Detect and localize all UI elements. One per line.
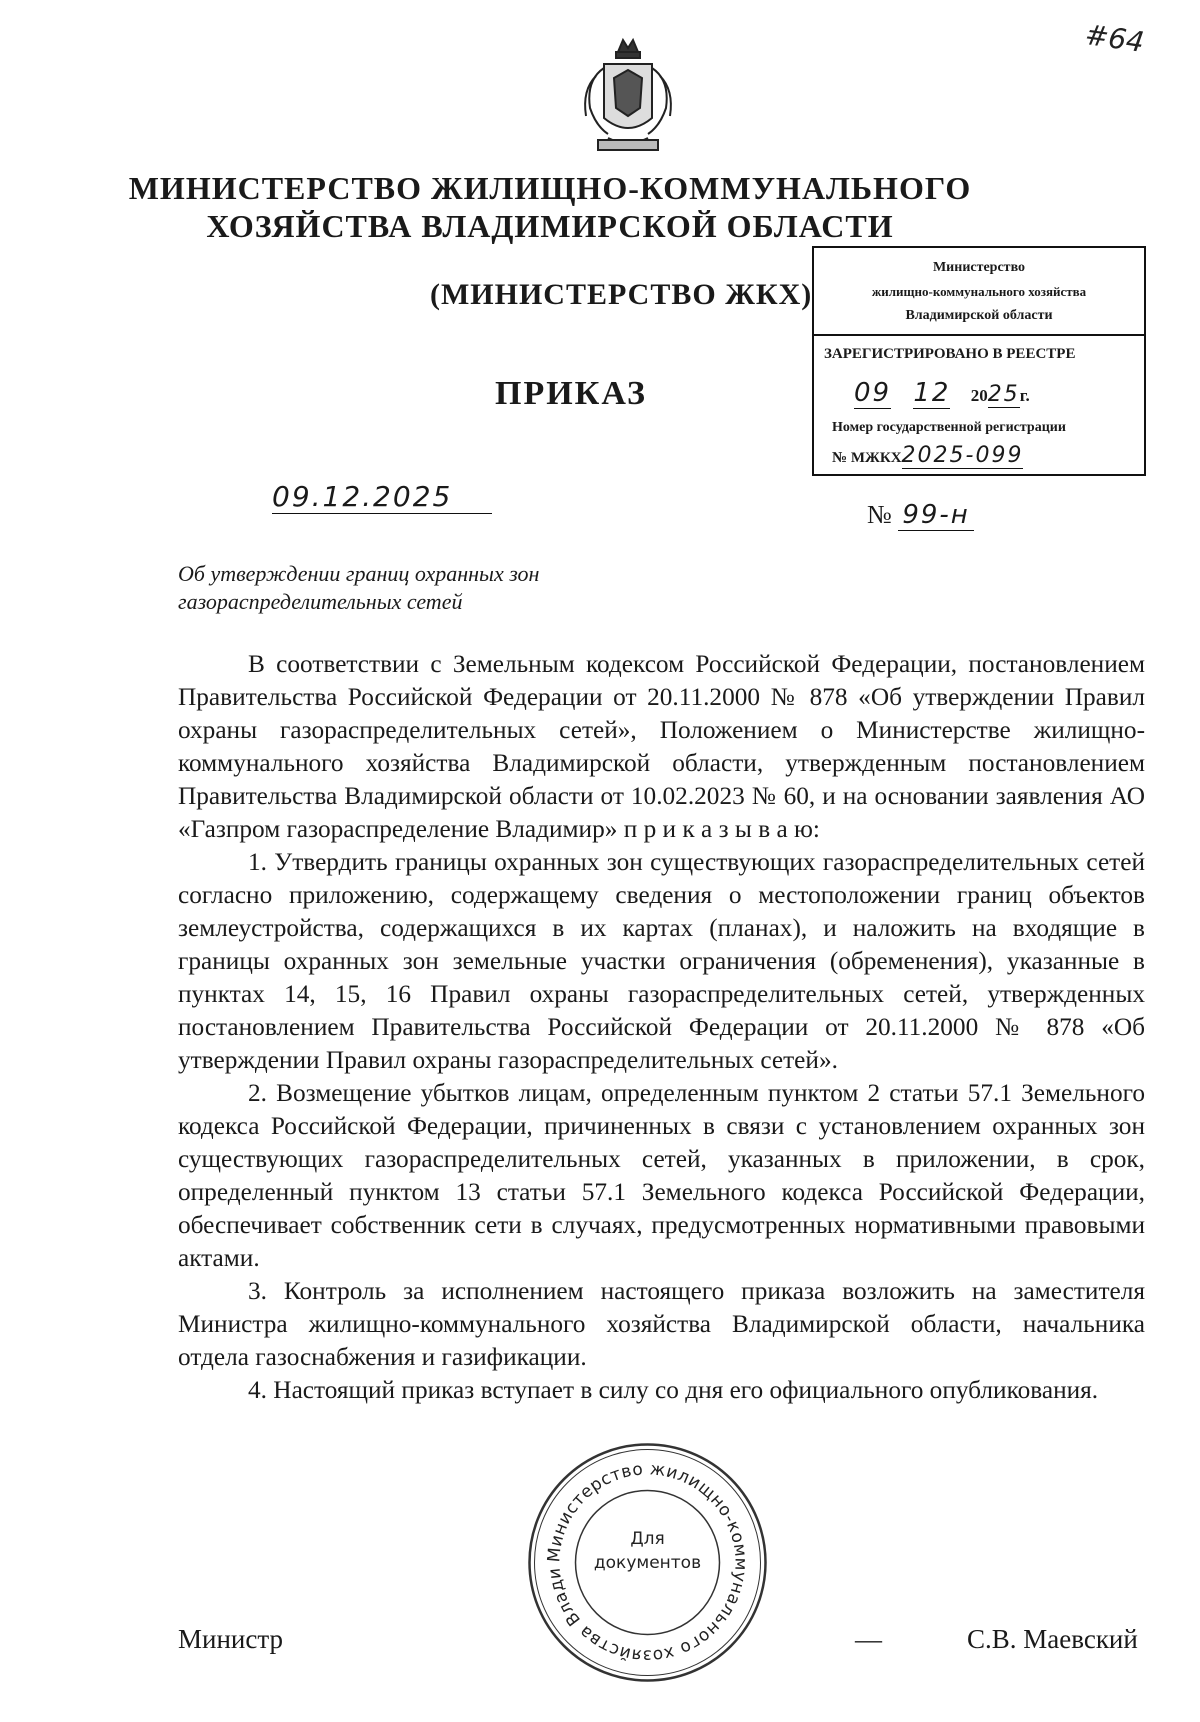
item-3-paragraph: 3. Контроль за исполнением настоящего приказа возложить на заместителя Министра жилищно-коммунального хозяйства Владимирской области, начальника отдела газоснабжения и газификации. xyxy=(178,1277,1145,1371)
reg-month: 12 xyxy=(913,378,951,408)
order-number xyxy=(867,500,974,530)
ministry-name-line1: МИНИСТЕРСТВО ЖИЛИЩНО-КОММУНАЛЬНОГО xyxy=(128,170,972,206)
preamble-paragraph: В соответствии с Земельным кодексом Российской Федерации, постановлением Правительства Российской Федерации от 20.11.2000 № 878 «Об утверждении Правил охраны газораспределительных сетей», Положением о Министерстве жилищно-коммунального хозяйства Владимирской области, утвержденным постановлением Правительства Владимирской области от 10.02.2023 № 60, и на основании заявления АО «Газпром газораспределение Владимир» п р и к а з ы в а ю: xyxy=(178,650,1145,843)
signatory-name: С.В. Маевский xyxy=(967,1624,1138,1654)
round-seal-stamp xyxy=(525,1440,770,1685)
reg-number xyxy=(832,443,1023,468)
subject-line2: газораспределительных сетей xyxy=(178,589,463,614)
reg-number-value: 2025-099 xyxy=(901,443,1024,468)
handwritten-corner-mark: #64 xyxy=(1082,18,1147,59)
reg-number-label: Номер государственной регистрации xyxy=(832,420,1066,435)
item-2-paragraph: 2. Возмещение убытков лицам, определенным пунктом 2 статьи 57.1 Земельного кодекса Российской Федерации, причиненных в связи с установлением охранных зон существующих газораспределительных сетей, указанных в приложении, в срок, определенный пунктом 13 статьи 57.1 Земельного кодекса Российской Федерации, обеспечивает собственник сети в случаях, предусмотренных нормативными правовыми актами. xyxy=(178,1079,1145,1272)
document-title: ПРИКАЗ xyxy=(495,375,647,412)
coat-of-arms-emblem xyxy=(568,30,688,160)
registration-stamp xyxy=(812,246,1146,476)
reg-line2: жилищно-коммунального хозяйства xyxy=(871,284,1087,299)
registration-date xyxy=(854,378,1030,408)
reg-day: 09 xyxy=(854,378,892,408)
ministry-short-name: (МИНИСТЕРСТВО ЖКХ) xyxy=(430,278,813,311)
reg-line1: Министерство xyxy=(932,260,1026,275)
reg-year-suffix: 25 xyxy=(987,382,1020,407)
seal-center-line1: Для xyxy=(630,1529,665,1549)
order-number-value: 99-н xyxy=(898,500,973,531)
item-1-paragraph: 1. Утвердить границы охранных зон существующих газораспределительных сетей согласно приложению, содержащему сведения о местоположении границ объектов землеустройства, содержащихся в их картах (планах), и наложить на входящие в границы охранных зон земельные участки ограничения (обременения), указанные в пунктах 14, 15, 16 Правил охраны газораспределительных сетей, утвержденных постановлением Правительства Российской Федерации от 20.11.2000 № 878 «Об утверждении Правил охраны газораспределительных сетей». xyxy=(178,848,1145,1074)
document-subject xyxy=(178,560,638,616)
order-date: 09.12.2025 xyxy=(272,480,492,514)
number-sign: № xyxy=(867,500,892,529)
item-4-paragraph: 4. Настоящий приказ вступает в силу со дня его официального опубликования. xyxy=(248,1376,1099,1404)
signatory-title: Министр xyxy=(178,1624,283,1654)
document-body xyxy=(178,648,1145,1407)
reg-year-prefix: 20 xyxy=(970,386,988,405)
ministry-name-line2: ХОЗЯЙСТВА ВЛАДИМИРСКОЙ ОБЛАСТИ xyxy=(206,208,894,244)
registered-label: ЗАРЕГИСТРИРОВАНО В РЕЕСТРЕ xyxy=(824,346,1076,362)
registration-stamp-header xyxy=(814,248,1144,336)
reg-line3: Владимирской области xyxy=(905,308,1053,323)
seal-ring-text: Министерство жилищно-коммунального хозяйства Влади xyxy=(544,1459,751,1666)
subject-line1: Об утверждении границ охранных зон xyxy=(178,561,540,586)
seal-center-line2: документов xyxy=(593,1553,702,1573)
signature-mark: — xyxy=(855,1624,882,1654)
reg-number-prefix: № МЖКХ xyxy=(832,450,902,466)
seal-center-text xyxy=(525,1527,770,1575)
reg-year-end: г. xyxy=(1019,386,1030,405)
